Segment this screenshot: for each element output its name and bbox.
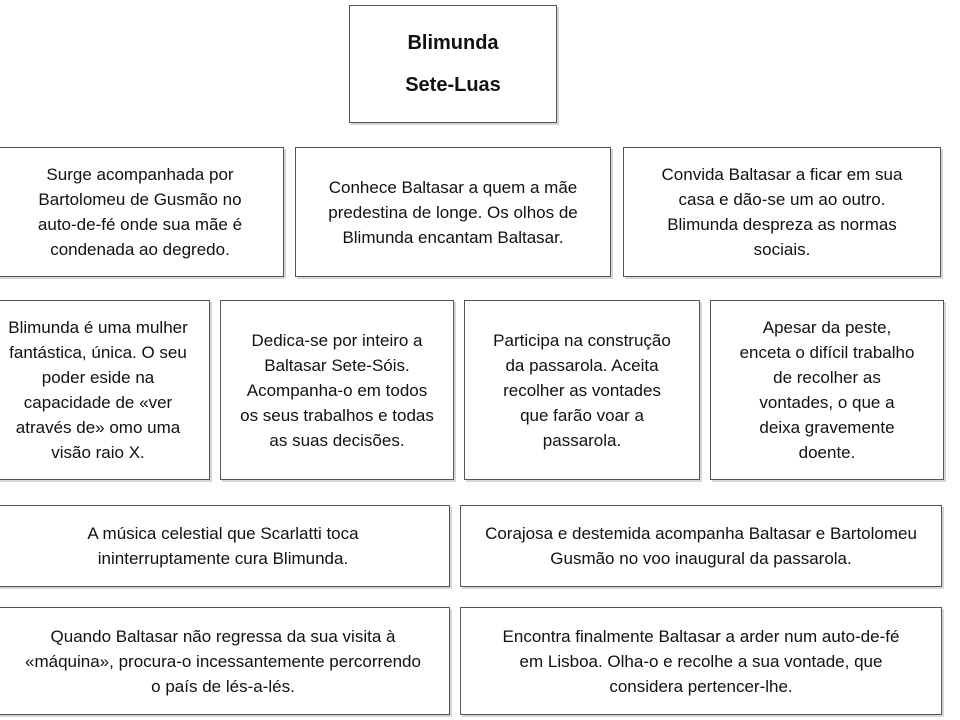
box-row1-3 bbox=[623, 147, 941, 277]
box-row2-2 bbox=[220, 300, 454, 480]
box-row2-3 bbox=[464, 300, 700, 480]
box-text: Dedica-se por inteiro a Baltasar Sete-Sóis. Acompanha-o em todos os seus trabalhos e todas as suas decisões. bbox=[240, 330, 434, 450]
box-text: Corajosa e destemida acompanha Baltasar e Bartolomeu Gusmão no voo inaugural da passarola. bbox=[485, 524, 917, 568]
box-text: Participa na construção da passarola. Aceita recolher as vontades que farão voar a passarola. bbox=[493, 330, 671, 450]
box-text: Surge acompanhada por Bartolomeu de Gusmão no auto-de-fé onde sua mãe é condenada ao degredo. bbox=[37, 165, 243, 259]
box-text: Quando Baltasar não regressa da sua visita à «máquina», procura-o incessantemente percorrendo o país de lés-a-lés. bbox=[25, 626, 421, 696]
box-row3-2 bbox=[460, 505, 942, 587]
title-box bbox=[349, 5, 557, 123]
box-text: Convida Baltasar a ficar em sua casa e dão-se um ao outro. Blimunda despreza as normas sociais. bbox=[661, 165, 903, 259]
box-row1-2 bbox=[295, 147, 611, 277]
title-line-1: Blimunda bbox=[407, 32, 499, 54]
box-row2-4 bbox=[710, 300, 944, 480]
box-row1-1 bbox=[0, 147, 284, 277]
box-text: Encontra finalmente Baltasar a arder num auto-de-fé em Lisboa. Olha-o e recolhe a sua vontade, que considera pertencer-lhe. bbox=[502, 626, 900, 696]
box-row3-1 bbox=[0, 505, 450, 587]
box-row4-1 bbox=[0, 607, 450, 715]
box-text: Conhece Baltasar a quem a mãe predestina de longe. Os olhos de Blimunda encantam Baltasar. bbox=[328, 177, 578, 247]
box-text: Apesar da peste, enceta o difícil trabalho de recolher as vontades, o que a deixa gravemente doente. bbox=[739, 318, 915, 462]
box-text: A música celestial que Scarlatti toca ininterruptamente cura Blimunda. bbox=[87, 524, 359, 568]
box-row2-1 bbox=[0, 300, 210, 480]
box-row4-2 bbox=[460, 607, 942, 715]
title-line-2: Sete-Luas bbox=[405, 74, 501, 96]
box-text: Blimunda é uma mulher fantástica, única. O seu poder eside na capacidade de «ver através de» omo uma visão raio X. bbox=[8, 318, 188, 462]
